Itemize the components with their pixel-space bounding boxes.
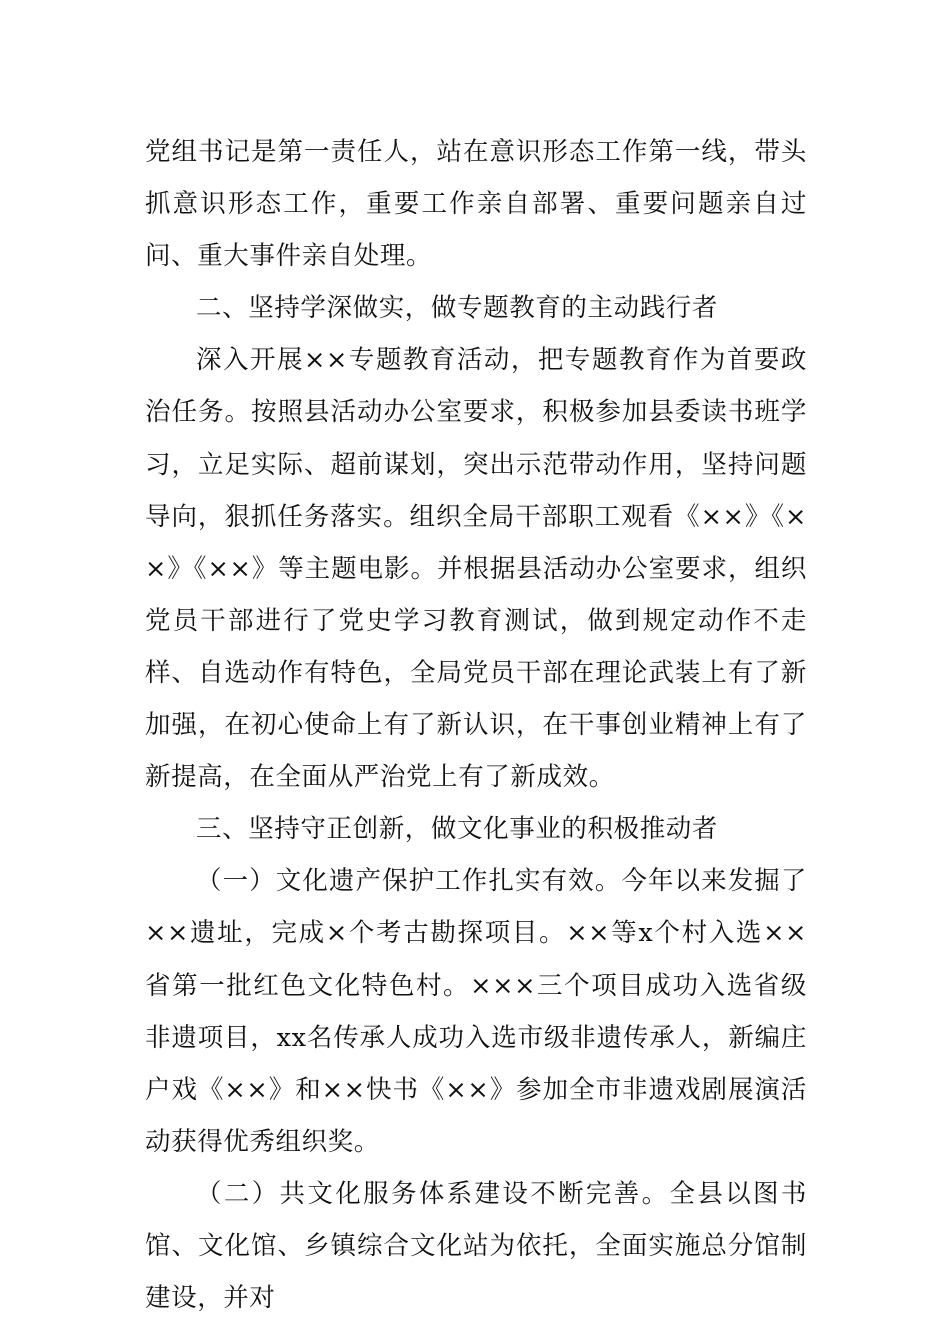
paragraph-special-education: 深入开展××专题教育活动，把专题教育作为首要政治任务。按照县活动办公室要求，积极参加县委读书班学习，立足实际、超前谋划，突出示范带动作用，坚持问题导向，狠抓任务落实。组织全局干部职工观看《××》《××》《××》等主题电影。并根据县活动办公室要求，组织党员干部进行了党史学习教育测试，做到规定动作不走样、自选动作有特色，全局党员干部在理论武装上有了新加强，在初心使命上有了新认识，在干事创业精神上有了新提高，在全面从严治党上有了新成效。 (145, 345, 807, 793)
section-heading-3: 三、坚持守正创新，做文化事业的积极推动者 (196, 814, 719, 845)
paragraph-heritage-protection: （一）文化遗产保护工作扎实有效。今年以来发掘了××遗址，完成×个考古勘探项目。××等x个村入选××省第一批红色文化特色村。×××三个项目成功入选省级非遗项目，xx名传承人成功入选市级非遗传承人，新编庄户戏《××》和××快书《××》参加全市非遗戏剧展演活动获得优秀组织奖。 (145, 866, 807, 1157)
paragraph-public-culture-service: （二）共文化服务体系建设不断完善。全县以图书馆、文化馆、乡镇综合文化站为依托，全面实施总分馆制建设，并对 (145, 1178, 807, 1314)
section-heading-2: 二、坚持学深做实，做专题教育的主动践行者 (196, 293, 719, 324)
document-body (145, 126, 807, 1324)
paragraph-continuation: 党组书记是第一责任人，站在意识形态工作第一线，带头抓意识形态工作，重要工作亲自部署、重要问题亲自过问、重大事件亲自处理。 (145, 137, 807, 272)
